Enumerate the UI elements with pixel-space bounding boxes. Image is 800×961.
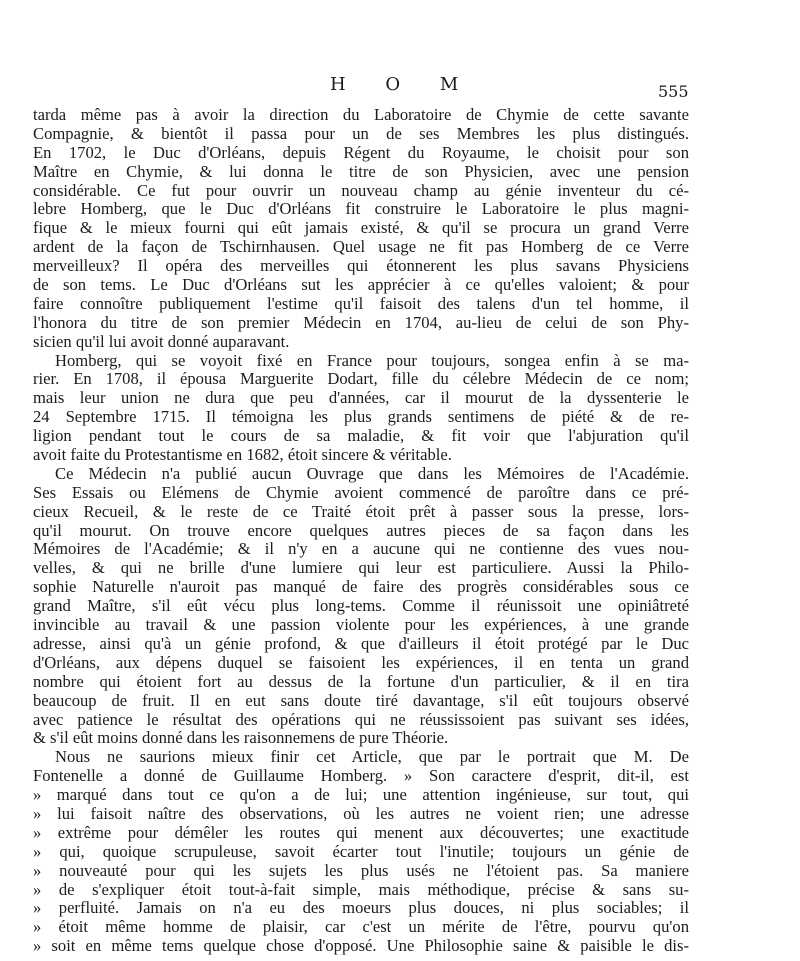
text-line: » marqué dans tout ce qu'on a de lui; une attention ingénieuse, sur tout, qui: [33, 786, 689, 805]
text-line: Fontenelle a donné de Guillaume Homberg. » Son caractere d'esprit, dit-il, est: [33, 767, 689, 786]
text-line: invincible au travail & une passion violente pour les expériences, à une grande: [33, 616, 689, 635]
text-line: fique & le mieux fourni qui eût jamais existé, & qu'il se procura un grand Verre: [33, 219, 689, 238]
text-line: beaucoup de fruit. Il en eut sans doute tiré davantage, s'il eût toujours observé: [33, 691, 689, 710]
text-line: » étoit même homme de plaisir, car c'est un mérite de l'être, pourvu qu'on: [33, 918, 689, 937]
text-line: rier. En 1708, il épousa Marguerite Dodart, fille du célebre Médecin de ce nom;: [33, 370, 689, 389]
text-line: En 1702, le Duc d'Orléans, depuis Régent du Royaume, le choisit pour son: [33, 143, 689, 162]
running-title: H O M: [330, 74, 476, 95]
text-line: de son tems. Le Duc d'Orléans sut les apprécier à ce qu'elles valoient; & pour: [33, 276, 689, 295]
text-line: avec patience le résultat des opérations qui ne réussissoient pas suivant ses idées,: [33, 710, 689, 729]
text-line: adresse, ainsi qu'à un génie profond, & que d'ailleurs il étoit protégé par le Duc: [33, 634, 689, 653]
text-line: » de s'expliquer étoit tout-à-fait simple, mais méthodique, précise & sans su-: [33, 880, 689, 899]
text-line: » nouveauté pour qui les sujets les plus usés ne l'étoient pas. Sa maniere: [33, 861, 689, 880]
text-line: Mémoires de l'Académie; & il n'y en a aucune qui ne contienne des vues nou-: [33, 540, 689, 559]
text-line: Ce Médecin n'a publié aucun Ouvrage que dans les Mémoires de l'Académie.: [55, 464, 689, 483]
text-line: mais leur union ne dura que peu d'années, car il mourut de la dyssenterie le: [33, 389, 689, 408]
text-line: l'honora du titre de son premier Médecin en 1704, au-lieu de celui de son Phy-: [33, 313, 689, 332]
text-line: lebre Homberg, que le Duc d'Orléans fit construire le Laboratoire le plus magni-: [33, 200, 689, 219]
text-line: ardent de la façon de Tschirnhausen. Quel usage ne fit pas Homberg de ce Verre: [33, 238, 689, 257]
text-line: » perfluité. Jamais on n'a eu des moeurs plus douces, ni plus sociables; il: [33, 899, 689, 918]
text-line: Homberg, qui se voyoit fixé en France pour toujours, songea enfin à se ma-: [55, 351, 689, 370]
text-line: Compagnie, & bientôt il passa pour un de ses Membres les plus distingués.: [33, 124, 689, 143]
text-line: » qui, quoique scrupuleuse, savoit écarter tout l'inutile; toujours un génie de: [33, 842, 689, 861]
text-line: » lui faisoit naître des observations, où les autres ne voient rien; une adresse: [33, 804, 689, 823]
text-line: Maître en Chymie, & lui donna le titre de son Physicien, avec une pension: [33, 162, 689, 181]
text-line: Ses Essais ou Elémens de Chymie avoient commencé de paroître dans ce pré-: [33, 483, 689, 502]
page-number: 555: [658, 82, 689, 101]
body-text: [33, 106, 689, 956]
text-line: sicien qu'il lui avoit donné auparavant.: [33, 332, 290, 351]
text-line: » soit en même tems quelque chose d'opposé. Une Philosophie saine & paisible le dis-: [33, 937, 689, 956]
text-line: avoit faite du Protestantisme en 1682, étoit sincere & véritable.: [33, 446, 452, 465]
text-line: » extrême pour démêler les routes qui menent aux découvertes; une exactitude: [33, 823, 689, 842]
text-line: faire connoître publiquement l'estime qu'il faisoit des talens d'un tel homme, il: [33, 294, 689, 313]
text-line: tarda même pas à avoir la direction du Laboratoire de Chymie de cette savante: [33, 106, 689, 124]
text-line: 24 Septembre 1715. Il témoigna les plus grands sentimens de piété & de re-: [33, 408, 689, 427]
text-line: Nous ne saurions mieux finir cet Article, que par le portrait que M. De: [55, 748, 689, 767]
text-line: & s'il eût moins donné dans les raisonnemens de pure Théorie.: [33, 729, 449, 748]
text-line: sophie Naturelle n'auroit pas manqué de faire des progrès considérables sous ce: [33, 578, 689, 597]
text-line: grand Maître, s'il eût vécu plus long-tems. Comme il réunissoit une opiniâtreté: [33, 597, 689, 616]
text-line: nombre qui étoient fort au dessus de la fortune d'un particulier, & il en tira: [33, 672, 689, 691]
text-line: cieux Recueil, & le reste de ce Traité étoit prêt à passer sous la presse, lors-: [33, 502, 689, 521]
text-line: d'Orléans, aux dépens duquel se faisoient les expériences, il en tenta un grand: [33, 653, 689, 672]
text-line: qu'il mourut. On trouve encore quelques autres pieces de sa façon dans les: [33, 521, 689, 540]
running-head: [0, 74, 800, 104]
text-line: merveilleux? Il opéra des merveilles qui étonnerent les plus savans Physiciens: [33, 257, 689, 276]
text-line: ligion pendant tout le cours de sa maladie, & fit voir que l'abjuration qu'il: [33, 427, 689, 446]
text-line: velles, & qui ne brille d'une lumiere qui leur est particuliere. Aussi la Philo-: [33, 559, 689, 578]
text-line: considérable. Ce fut pour ouvrir un nouveau champ au génie inventeur du cé-: [33, 181, 689, 200]
